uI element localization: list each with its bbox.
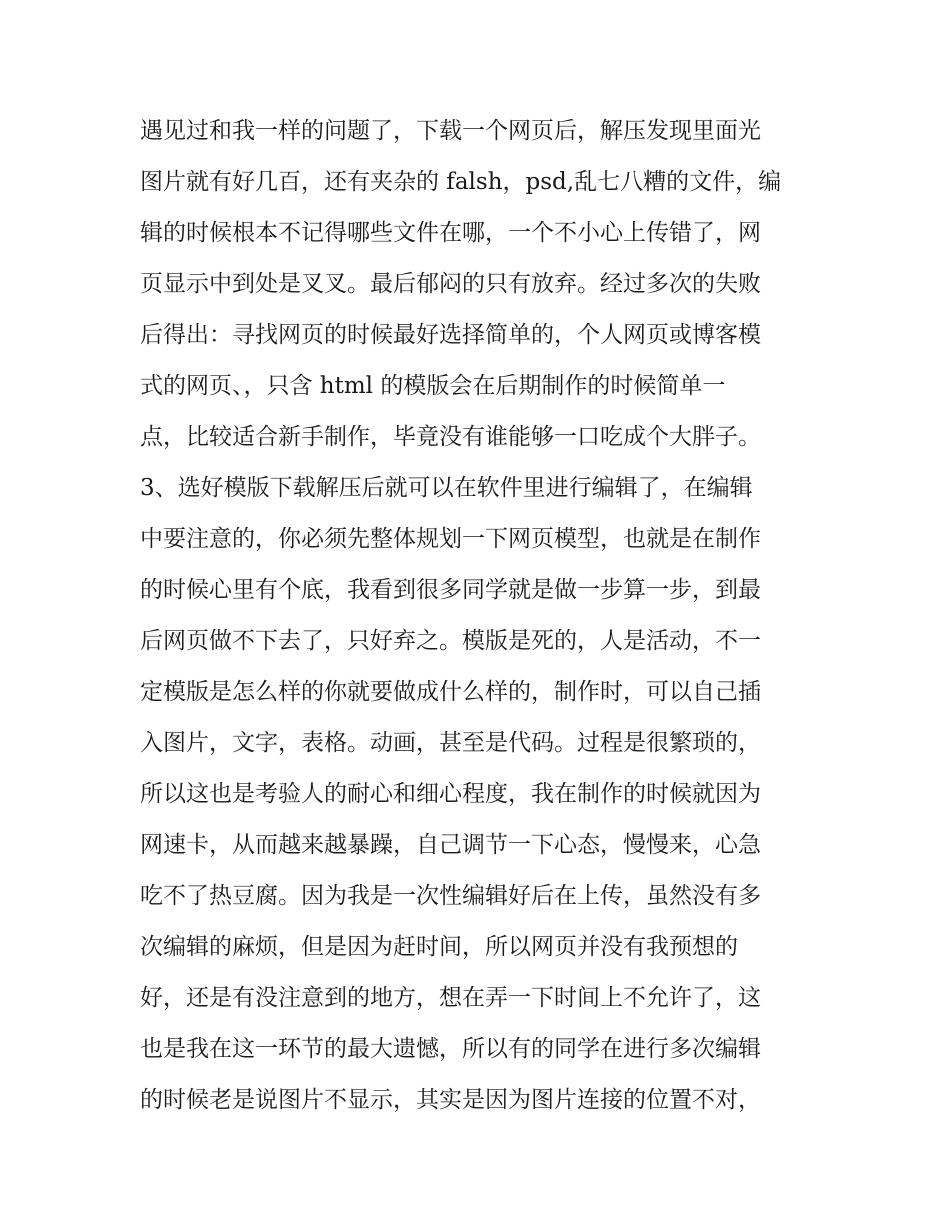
text-line: 所以这也是考验人的耐心和细心程度，我在制作的时候就因为: [140, 781, 761, 807]
text-line: 的时候老是说图片不显示，其实是因为图片连接的位置不对，: [140, 1087, 761, 1113]
text-line: 后网页做不下去了，只好弃之。模版是死的，人是活动，不一: [140, 628, 761, 654]
text-line: 图片就有好几百，还有夹杂的 falsh，psd,乱七八糟的文件，编: [140, 169, 782, 195]
text-line: 次编辑的麻烦，但是因为赶时间，所以网页并没有我预想的: [140, 934, 738, 960]
text-line: 好，还是有没注意到的地方，想在弄一下时间上不允许了，这: [140, 985, 761, 1011]
text-line: 定模版是怎么样的你就要做成什么样的，制作时，可以自己插: [140, 679, 761, 705]
text-line: 遇见过和我一样的问题了，下载一个网页后，解压发现里面光: [140, 118, 761, 144]
text-line: 的时候心里有个底，我看到很多同学就是做一步算一步，到最: [140, 577, 761, 603]
text-line: 网速卡，从而越来越暴躁，自己调节一下心态，慢慢来，心急: [140, 832, 761, 858]
text-line: 吃不了热豆腐。因为我是一次性编辑好后在上传，虽然没有多: [140, 883, 761, 909]
text-line: 中要注意的，你必须先整体规划一下网页模型，也就是在制作: [140, 526, 761, 552]
text-line: 入图片，文字，表格。动画，甚至是代码。过程是很繁琐的，: [140, 730, 761, 756]
text-line: 也是我在这一环节的最大遗憾，所以有的同学在进行多次编辑: [140, 1036, 761, 1062]
text-line: 点，比较适合新手制作，毕竟没有谁能够一口吃成个大胖子。: [140, 424, 761, 450]
body-text: [140, 106, 820, 1126]
text-line: 页显示中到处是叉叉。最后郁闷的只有放弃。经过多次的失败: [140, 271, 761, 297]
text-line: 式的网页、，只含 html 的模版会在后期制作的时候简单一: [140, 373, 726, 399]
text-line: 后得出：寻找网页的时候最好选择简单的，个人网页或博客模: [140, 322, 761, 348]
text-line: 3、选好模版下载解压后就可以在软件里进行编辑了，在编辑: [140, 475, 753, 501]
text-line: 辑的时候根本不记得哪些文件在哪，一个不小心上传错了，网: [140, 220, 761, 246]
